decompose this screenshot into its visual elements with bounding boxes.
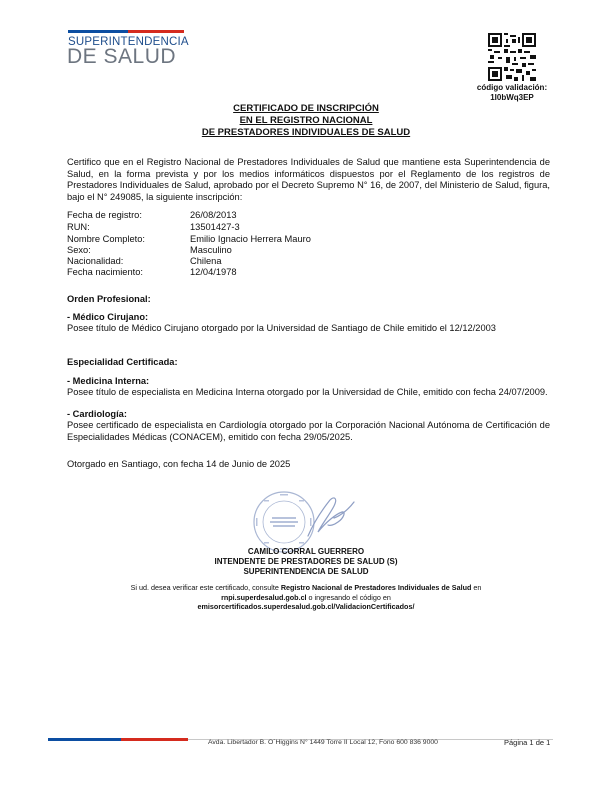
logo-text-bottom: DE SALUD [67, 45, 177, 68]
field-value: 12/04/1978 [190, 267, 237, 277]
field-label: Nombre Completo: [67, 234, 146, 244]
field-value: Masculino [190, 245, 232, 255]
verify-text: Si ud. desea verificar este certificado, consulte [130, 583, 281, 592]
logo-color-bar [68, 30, 184, 33]
title-line-3: DE PRESTADORES INDIVIDUALES DE SALUD [201, 127, 411, 138]
verify-text: o ingresando el código en [306, 592, 391, 602]
signer-role: INTENDENTE DE PRESTADORES DE SALUD (S) [214, 557, 398, 566]
logo-text-top: SUPERINTENDENCIA [68, 36, 189, 48]
signer-name: CAMILO CORRAL GUERRERO [247, 547, 365, 556]
orden-item-title: - Médico Cirujano: [67, 312, 149, 322]
footer-address: Avda. Libertador B. O´Higgins N° 1449 Torre II Local 12, Fono 600 836 9000 [208, 739, 438, 746]
otorgado-text: Otorgado en Santiago, con fecha 14 de Junio de 2025 [67, 459, 291, 469]
field-label: Fecha de registro: [67, 210, 142, 220]
registry-name: Registro Nacional de Prestadores Individuales de Salud [280, 583, 472, 592]
footer-color-bar [48, 738, 188, 741]
especialidad-item-text: Posee certificado de especialista en Cardiología otorgado por la Corporación Nacional Autónoma de Certificación de Especialidades Médicas (CONACEM), emitido con fecha 29/05/2025. [67, 420, 550, 442]
title-line-1: CERTIFICADO DE INSCRIPCIÓN [233, 103, 379, 114]
intro-paragraph: Certifico que en el Registro Nacional de Prestadores Individuales de Salud que mantiene esta Superintendencia de Salud, en la forma prevista y por los medios informáticos dispuestos por el Reglamento de los registros de Prestadores Individuales de Salud, aprobado por el Decreto Supremo N° 16, de 2007, del Ministerio de Salud, figura, bajo el N° 249085, la siguiente inscripción: [67, 157, 550, 202]
verify-text: en [471, 583, 482, 592]
field-label: Sexo: [67, 245, 91, 255]
validation-link[interactable]: emisorcertificados.superdesalud.gob.cl/ValidacionCertificados/ [197, 602, 415, 611]
orden-heading: Orden Profesional: [67, 294, 151, 304]
field-label: Fecha nacimiento: [67, 267, 143, 277]
especialidad-item-text: Posee título de especialista en Medicina Interna otorgado por la Universidad de Chile, emitido con fecha 24/07/2009. [67, 387, 548, 397]
field-label: RUN: [67, 222, 90, 232]
field-value: 13501427-3 [190, 222, 240, 232]
registry-link[interactable]: rnpi.superdesalud.gob.cl [221, 592, 307, 602]
validation-label: código validación: [476, 83, 548, 92]
field-value: Chilena [190, 256, 222, 266]
verify-note [120, 583, 492, 612]
especialidad-heading: Especialidad Certificada: [67, 357, 178, 367]
validation-code [466, 83, 558, 103]
orden-item-text: Posee título de Médico Cirujano otorgado por la Universidad de Santiago de Chile emitido el 12/12/2003 [67, 323, 496, 333]
field-value: Emilio Ignacio Herrera Mauro [190, 234, 311, 244]
signature-icon [300, 492, 360, 542]
title-line-2: EN EL REGISTRO NACIONAL [239, 115, 373, 126]
signer-org: SUPERINTENDENCIA DE SALUD [243, 567, 369, 576]
field-value: 26/08/2013 [190, 210, 237, 220]
qr-code-icon [488, 33, 536, 81]
validation-value: 1I0bWq3EP [490, 93, 534, 102]
especialidad-item-title: - Medicina Interna: [67, 376, 150, 386]
field-label: Nacionalidad: [67, 256, 124, 266]
page-number: Página 1 de 1 [504, 738, 551, 747]
especialidad-item-title: - Cardiología: [67, 409, 127, 419]
